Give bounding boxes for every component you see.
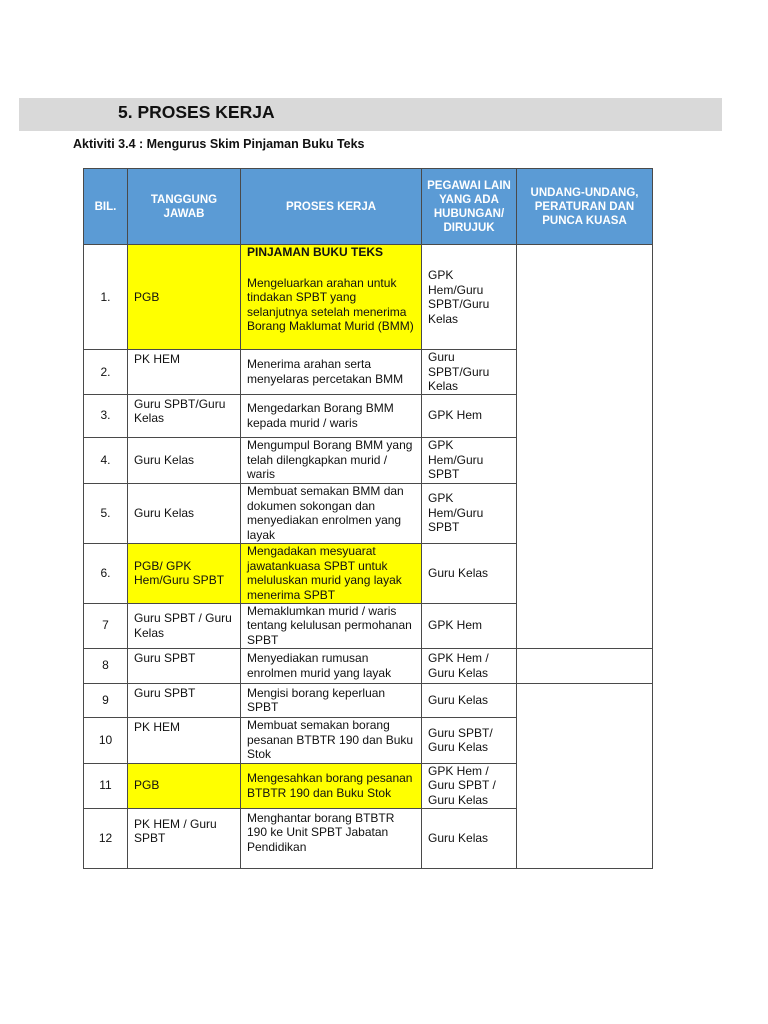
row-bil: 5. (84, 483, 128, 543)
row-proses: Menyediakan rumusan enrolmen murid yang layak (241, 648, 422, 683)
row-pegawai: Guru SPBT/Guru Kelas (422, 350, 517, 395)
row-tanggung: PK HEM (128, 350, 241, 395)
row-pegawai: Guru Kelas (422, 543, 517, 603)
header-bil: BIL. (84, 169, 128, 245)
row-tanggung: Guru Kelas (128, 483, 241, 543)
row-proses: Memaklumkan murid / waris tentang kelulusan permohanan SPBT (241, 603, 422, 648)
row-proses: Menerima arahan serta menyelaras percetakan BMM (241, 350, 422, 395)
row-proses: Membuat semakan borang pesanan BTBTR 190 dan Buku Stok (241, 717, 422, 763)
row-tanggung: Guru Kelas (128, 437, 241, 483)
row-pegawai: GPK Hem/Guru SPBT/Guru Kelas (422, 245, 517, 350)
row-tanggung: Guru SPBT/Guru Kelas (128, 394, 241, 437)
row-bil: 12 (84, 808, 128, 868)
row-bil: 9 (84, 683, 128, 717)
row-tanggung: Guru SPBT / Guru Kelas (128, 603, 241, 648)
row-tanggung: Guru SPBT (128, 683, 241, 717)
row-bil: 2. (84, 350, 128, 395)
section-title: 5. PROSES KERJA (118, 102, 275, 122)
table-header-row (84, 169, 653, 245)
row-undang (517, 683, 653, 868)
row-pegawai: Guru Kelas (422, 808, 517, 868)
row-undang (517, 245, 653, 649)
table-row (84, 683, 653, 717)
row-proses: Mengisi borang keperluan SPBT (241, 683, 422, 717)
row-bil: 3. (84, 394, 128, 437)
row-proses: Mengadakan mesyuarat jawatankuasa SPBT untuk meluluskan murid yang layak menerima SPBT (241, 543, 422, 603)
row-undang (517, 648, 653, 683)
row-pegawai: GPK Hem (422, 603, 517, 648)
row-proses (241, 245, 422, 350)
row-pegawai: GPK Hem / Guru Kelas (422, 648, 517, 683)
proses-heading: PINJAMAN BUKU TEKS (247, 245, 384, 259)
row-proses: Membuat semakan BMM dan dokumen sokongan dan menyediakan enrolmen yang layak (241, 483, 422, 543)
row-pegawai: GPK Hem / Guru SPBT / Guru Kelas (422, 763, 517, 808)
row-tanggung: PGB/ GPK Hem/Guru SPBT (128, 543, 241, 603)
row-bil: 7 (84, 603, 128, 648)
row-proses: Mengumpul Borang BMM yang telah dilengkapkan murid / waris (241, 437, 422, 483)
row-tanggung: PK HEM / Guru SPBT (128, 808, 241, 868)
row-bil: 6. (84, 543, 128, 603)
row-pegawai: GPK Hem/Guru SPBT (422, 437, 517, 483)
activity-title: Aktiviti 3.4 : Mengurus Skim Pinjaman Buku Teks (73, 137, 365, 151)
header-tanggung-jawab: TANGGUNG JAWAB (128, 169, 241, 245)
row-bil: 4. (84, 437, 128, 483)
row-tanggung: PGB (128, 245, 241, 350)
proses-text: Mengeluarkan arahan untuk tindakan SPBT yang selanjutnya setelah menerima Borang Maklumat Murid (BMM) (247, 275, 414, 333)
row-tanggung: PK HEM (128, 717, 241, 763)
header-proses-kerja: PROSES KERJA (241, 169, 422, 245)
table-row (84, 648, 653, 683)
row-proses: Menghantar borang BTBTR 190 ke Unit SPBT Jabatan Pendidikan (241, 808, 422, 868)
process-table (83, 168, 653, 869)
table-row (84, 245, 653, 350)
row-tanggung: PGB (128, 763, 241, 808)
row-proses: Mengesahkan borang pesanan BTBTR 190 dan Buku Stok (241, 763, 422, 808)
row-bil: 8 (84, 648, 128, 683)
row-pegawai: GPK Hem/Guru SPBT (422, 483, 517, 543)
row-tanggung: Guru SPBT (128, 648, 241, 683)
row-bil: 10 (84, 717, 128, 763)
row-proses: Mengedarkan Borang BMM kepada murid / waris (241, 394, 422, 437)
row-pegawai: Guru SPBT/ Guru Kelas (422, 717, 517, 763)
row-pegawai: GPK Hem (422, 394, 517, 437)
row-bil: 11 (84, 763, 128, 808)
row-bil: 1. (84, 245, 128, 350)
header-pegawai: PEGAWAI LAIN YANG ADA HUBUNGAN/ DIRUJUK (422, 169, 517, 245)
row-pegawai: Guru Kelas (422, 683, 517, 717)
header-undang: UNDANG-UNDANG, PERATURAN DAN PUNCA KUASA (517, 169, 653, 245)
